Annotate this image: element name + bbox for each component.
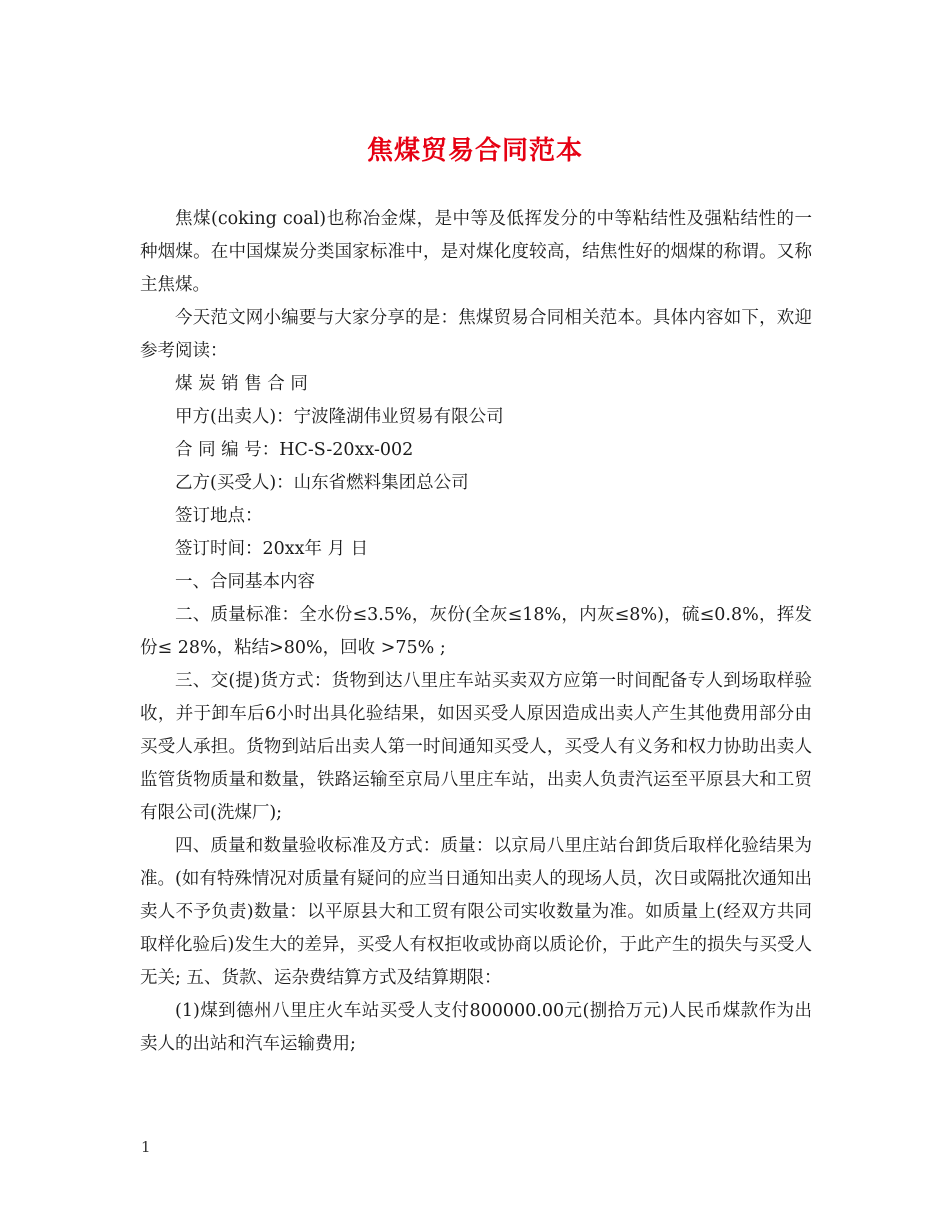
section-basic-content: 一、合同基本内容 [175,572,315,592]
document-body [140,203,812,1061]
page-number: 1 [141,1138,151,1156]
signing-place: 签订地点： [175,506,263,526]
party-a: 甲方(出卖人)：宁波隆湖伟业贸易有限公司 [175,407,504,427]
section-acceptance: 四、质量和数量验收标准及方式：质量：以京局八里庄站台卸货后取样化验结果为准。(如有特殊情况对质量有疑问的应当日通知出卖人的现场人员，次日或隔批次通知出卖人不予负责)数量：以平原县大和工贸有限公司实收数量为准。如质量上(经双方共同取样化验后)发生大的差异，买受人有权拒收或协商以质论价，于此产生的损失与买受人无关; 五、货款、运杂费结算方式及结算期限： [140,836,812,988]
paragraph-share: 今天范文网小编要与大家分享的是：焦煤贸易合同相关范本。具体内容如下，欢迎参考阅读： [140,308,812,361]
document-title: 焦煤贸易合同范本 [366,136,583,166]
section-delivery-method: 三、交(提)货方式：货物到达八里庄车站买卖双方应第一时间配备专人到场取样验收，并于卸车后6小时出具化验结果，如因买受人原因造成出卖人产生其他费用部分由买受人承担。货物到站后出卖人第一时间通知买受人，买受人有义务和权力协助出卖人监管货物质量和数量，铁路运输至京局八里庄车站，出卖人负责汽运至平原县大和工贸有限公司(洗煤厂); [140,671,812,823]
contract-number: 合 同 编 号：HC-S-20xx-002 [175,440,414,460]
signing-time: 签订时间：20xx年 月 日 [175,539,369,559]
paragraph-intro: 焦煤(coking coal)也称冶金煤，是中等及低挥发分的中等粘结性及强粘结性的一种烟煤。在中国煤炭分类国家标准中，是对煤化度较高，结焦性好的烟煤的称谓。又称主焦煤。 [140,209,812,295]
party-b: 乙方(买受人)：山东省燃料集团总公司 [175,473,469,493]
section-payment-item-1: (1)煤到德州八里庄火车站买受人支付800000.00元(捌拾万元)人民币煤款作为出卖人的出站和汽车运输费用; [140,1001,812,1054]
section-quality-standard: 二、质量标准：全水份≤3.5%，灰份(全灰≤18%，内灰≤8%)，硫≤0.8%，挥发份≤ 28%，粘结>80%，回收 >75% ; [140,605,812,658]
contract-heading: 煤 炭 销 售 合 同 [175,374,308,394]
